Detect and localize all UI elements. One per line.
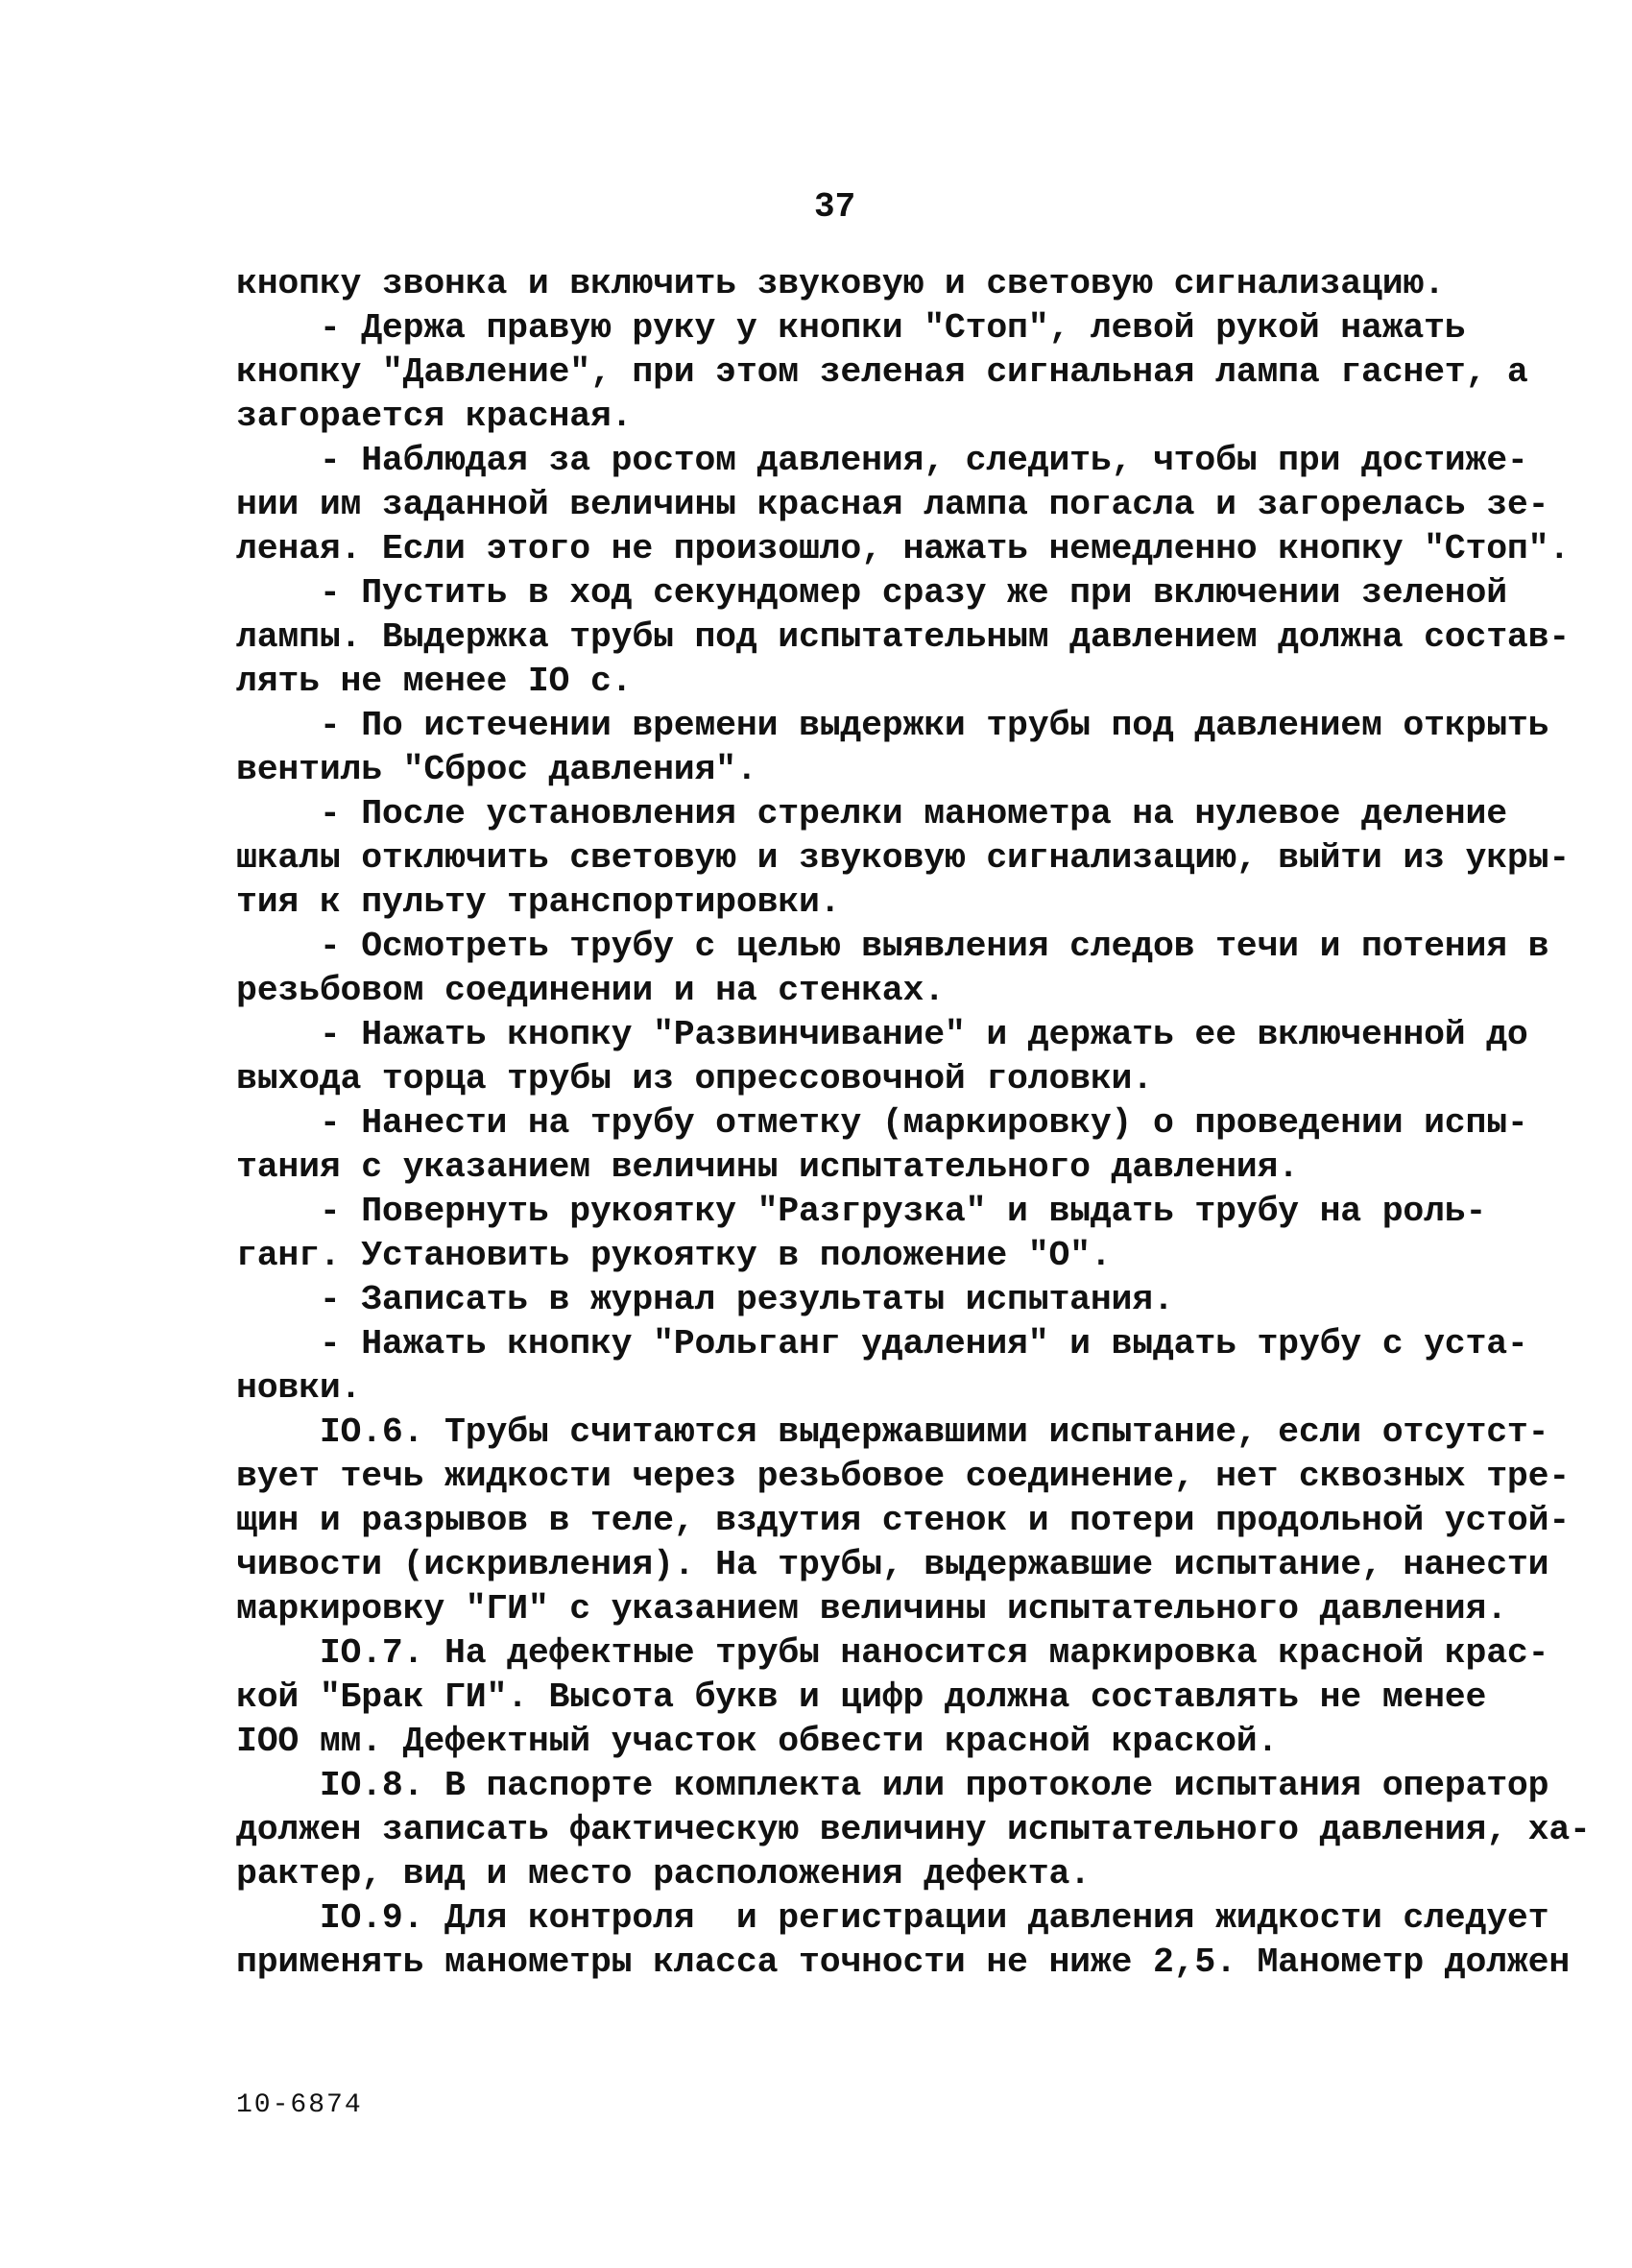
document-code: 10-6874 <box>236 2090 363 2120</box>
text-line: IO.6. Трубы считаются выдержавшими испытание, если отсутст- <box>236 1412 1549 1452</box>
text-line: загорается красная. <box>236 397 633 436</box>
text-line: - Нажать кнопку "Развинчивание" и держать ее включенной до <box>236 1015 1528 1054</box>
text-line: IO.9. Для контроля и регистрации давления жидкости следует <box>236 1898 1549 1938</box>
text-line: IOO мм. Дефектный участок обвести красной краской. <box>236 1722 1279 1761</box>
text-line: IO.7. На дефектные трубы наносится маркировка красной крас- <box>236 1633 1549 1673</box>
text-line: резьбовом соединении и на стенках. <box>236 971 945 1010</box>
text-line: вентиль "Сброс давления". <box>236 750 757 789</box>
body-text <box>236 262 1591 1985</box>
text-line: кой "Брак ГИ". Высота букв и цифр должна составлять не менее <box>236 1677 1487 1717</box>
text-line: нии им заданной величины красная лампа погасла и загорелась зе- <box>236 485 1549 524</box>
text-line: должен записать фактическую величину испытательного давления, ха- <box>236 1810 1591 1849</box>
text-line: - Повернуть рукоятку "Разгрузка" и выдать трубу на роль- <box>236 1192 1487 1231</box>
text-line: маркировку "ГИ" с указанием величины испытательного давления. <box>236 1589 1507 1629</box>
text-line: - Записать в журнал результаты испытания. <box>236 1280 1174 1319</box>
text-line: лампы. Выдержка трубы под испытательным давлением должна состав- <box>236 617 1571 657</box>
text-line: шкалы отключить световую и звуковую сигнализацию, выйти из укры- <box>236 838 1571 878</box>
text-line: кнопку звонка и включить звуковую и световую сигнализацию. <box>236 264 1445 303</box>
text-line: - Держа правую руку у кнопки "Стоп", левой рукой нажать <box>236 308 1466 348</box>
text-line: - Пустить в ход секундомер сразу же при включении зеленой <box>236 573 1507 613</box>
text-line: чивости (искривления). На трубы, выдержавшие испытание, нанести <box>236 1545 1549 1584</box>
text-line: новки. <box>236 1368 362 1408</box>
text-line: леная. Если этого не произошло, нажать немедленно кнопку "Стоп". <box>236 529 1571 568</box>
text-line: тия к пульту транспортировки. <box>236 882 841 922</box>
text-line: - Нанести на трубу отметку (маркировку) о проведении испы- <box>236 1103 1528 1143</box>
text-line: щин и разрывов в теле, вздутия стенок и потери продольной устой- <box>236 1501 1571 1540</box>
text-line: вует течь жидкости через резьбовое соединение, нет сквозных тре- <box>236 1457 1571 1496</box>
text-line: - После установления стрелки манометра на нулевое деление <box>236 794 1507 833</box>
text-line: выхода торца трубы из опрессовочной головки. <box>236 1059 1153 1098</box>
text-line: - Нажать кнопку "Рольганг удаления" и выдать трубу с уста- <box>236 1324 1528 1363</box>
text-line: - Наблюдая за ростом давления, следить, чтобы при достиже- <box>236 441 1528 480</box>
page-number: 37 <box>814 187 856 227</box>
text-line: ганг. Установить рукоятку в положение "О". <box>236 1236 1112 1275</box>
text-line: IO.8. В паспорте комплекта или протоколе испытания оператор <box>236 1766 1549 1805</box>
text-line: применять манометры класса точности не ниже 2,5. Манометр должен <box>236 1942 1571 1982</box>
text-line: рактер, вид и место расположения дефекта. <box>236 1854 1091 1894</box>
text-line: кнопку "Давление", при этом зеленая сигнальная лампа гаснет, а <box>236 352 1528 392</box>
text-line: тания с указанием величины испытательного давления. <box>236 1147 1299 1187</box>
text-line: лять не менее IO с. <box>236 662 633 701</box>
text-line: - По истечении времени выдержки трубы под давлением открыть <box>236 706 1549 745</box>
text-line: - Осмотреть трубу с целью выявления следов течи и потения в <box>236 927 1549 966</box>
